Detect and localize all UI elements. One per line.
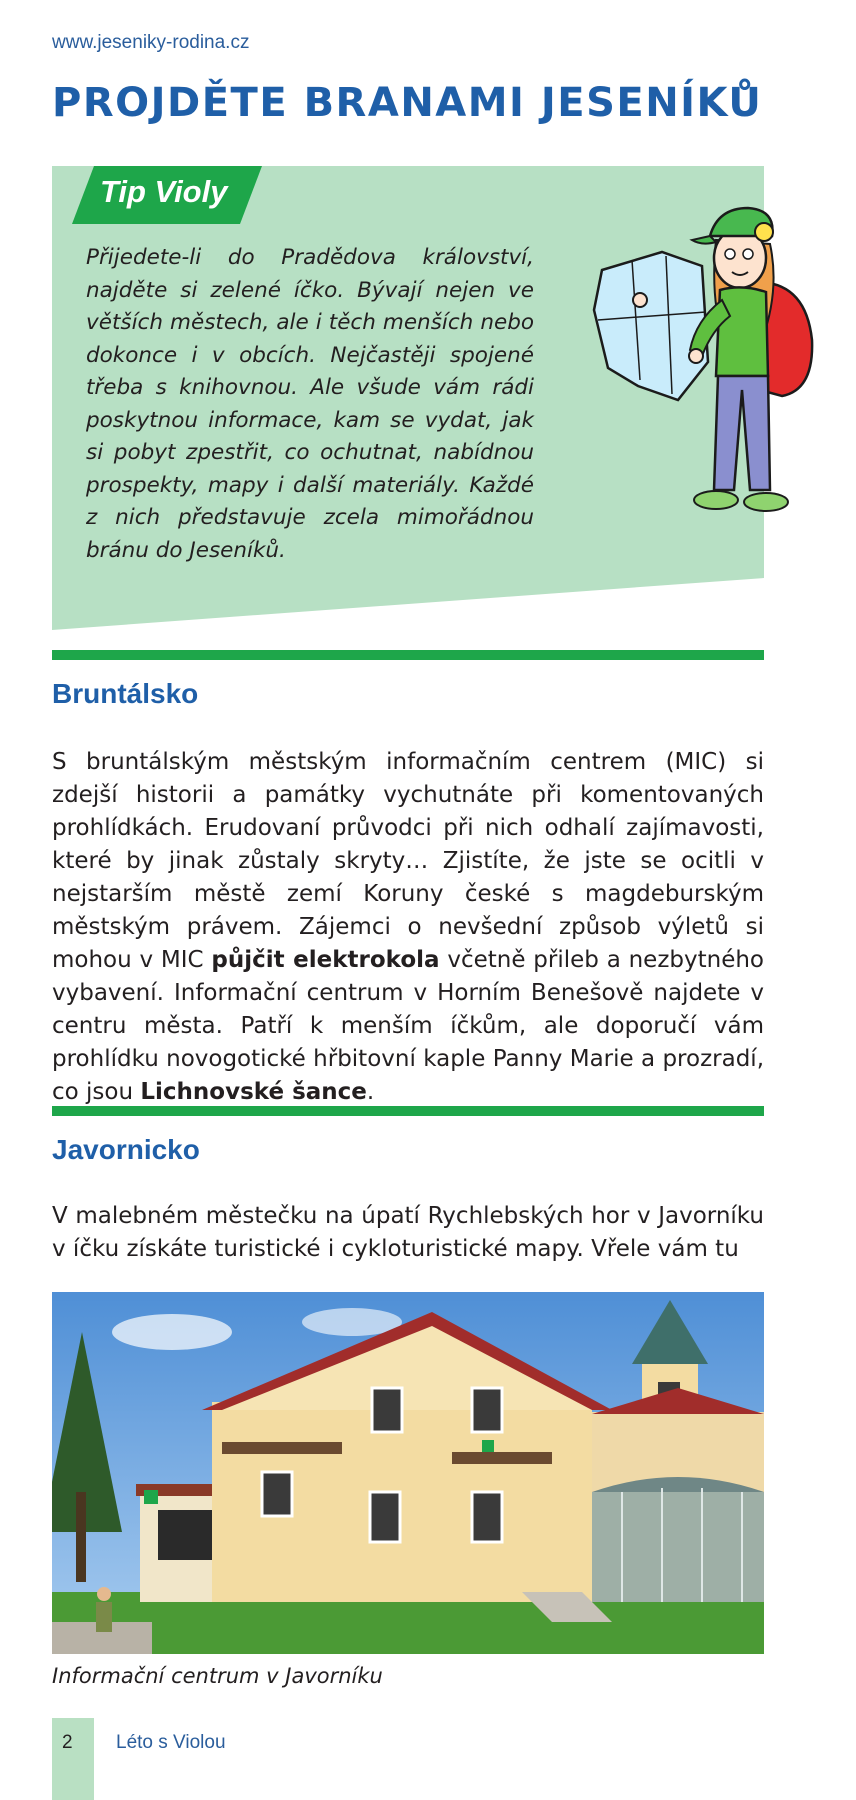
bold-phrase-elektrokola: půjčit elektrokola [211,947,440,973]
section-text-bruntalsko: S bruntálským městským informačním centrem (MIC) si zdejší historii a památky vychutnáte při komentovaných prohlídkách. Erudovaní průvodci při nich odhalí zajímavosti, které by jinak zůstaly skryty… Zjistíte, že jste se ocitli v nejstarším městě zemí Koruny české s magdeburským městským právem. Zájemci o nevšední způsob výletů si mohou v MIC půjčit elektrokola včetně přileb a nezbytného vybavení. Informační centrum v Horním Benešově najdete v centru města. Patří k menším íčkům, ale doporučí vám prohlídku novogotické hřbitovní kaple Panny Marie a prozradí, co jsou Lichnovské šance. [52,749,764,1105]
footer-label: Léto s Violou [116,1732,226,1753]
viola-illustration [592,190,824,560]
page-title: PROJDĚTE BRANAMI JESENÍKŮ [52,80,763,126]
section-divider [52,1106,764,1116]
section-title-javornicko: Javornicko [52,1134,200,1165]
section-divider [52,650,764,660]
tip-text: Přijedete-li do Pradědova království, najděte si zelené íčko. Bývají nejen ve větších městech, ale i těch menších nebo dokonce i v obcích. Nejčastěji spojené třeba s knihovnou. Ale všude vám rádi poskytnou informace, kam se vydat, jak si pobyt zpestřit, co ochutnat, nabídnou prospekty, mapy i další materiály. Každé z nich představuje zcela mimořádnou bránu do Jeseníků. [86,245,534,563]
footer-page-bar [52,1718,94,1800]
page-number: 2 [62,1732,73,1753]
photo-caption: Informační centrum v Javorníku [52,1664,383,1688]
tip-badge-label: Tip Violy [100,174,228,209]
bold-phrase-lichnovske-sance: Lichnovské šance [140,1079,367,1105]
section-text-javornicko: V malebném městečku na úpatí Rychlebských hor v Javorníku v íčku získáte turistické i cykloturistické mapy. Vřele vám tu [52,1203,764,1262]
section-title-bruntalsko: Bruntálsko [52,678,199,709]
photo-information-center [52,1292,764,1654]
site-url[interactable]: www.jeseniky-rodina.cz [52,32,250,53]
tip-box [52,166,764,630]
